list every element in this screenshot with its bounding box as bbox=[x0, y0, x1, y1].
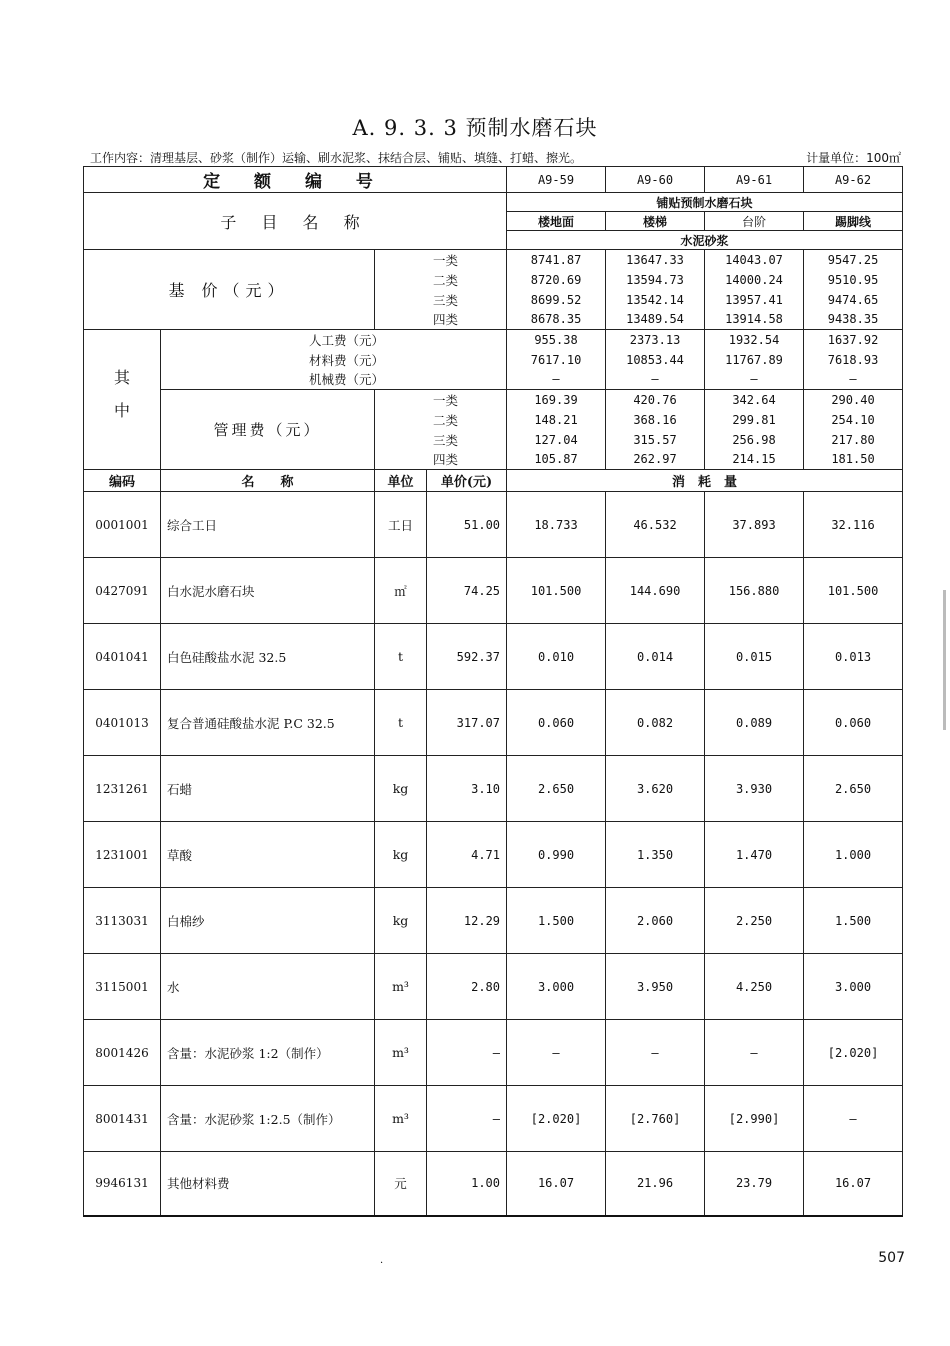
material-name: 草酸 bbox=[161, 822, 375, 888]
column-header-price: 单价(元) bbox=[427, 470, 507, 492]
material-unit-price: 4.71 bbox=[427, 822, 507, 888]
material-quantity: 1.470 bbox=[705, 822, 804, 888]
management-fee-value: 169.39 bbox=[507, 390, 606, 410]
cost-value: 7618.93 bbox=[804, 350, 903, 370]
item-name: 楼地面 bbox=[507, 212, 606, 231]
material-unit-price: 3.10 bbox=[427, 756, 507, 822]
management-fee-value: 315.57 bbox=[606, 430, 705, 450]
material-quantity: – bbox=[507, 1020, 606, 1086]
material-quantity: 16.07 bbox=[804, 1152, 903, 1216]
unit-note: 计量单位：100㎡ bbox=[806, 151, 901, 165]
material-row bbox=[84, 822, 903, 888]
cost-value: 1637.92 bbox=[804, 330, 903, 350]
material-unit: 工日 bbox=[375, 492, 427, 558]
material-quantity: – bbox=[804, 1086, 903, 1152]
grade-label: 一类 bbox=[375, 390, 507, 410]
material-quantity: 1.500 bbox=[804, 888, 903, 954]
material-quantity: 21.96 bbox=[606, 1152, 705, 1216]
base-price-value: 9438.35 bbox=[804, 310, 903, 330]
quota-code: A9-61 bbox=[705, 167, 804, 193]
material-quantity: 2.650 bbox=[804, 756, 903, 822]
quota-table bbox=[83, 166, 903, 1217]
material-row bbox=[84, 1152, 903, 1216]
material-row bbox=[84, 1020, 903, 1086]
management-fee-value: 256.98 bbox=[705, 430, 804, 450]
material-code: 1231001 bbox=[84, 822, 161, 888]
material-quantity: 0.060 bbox=[507, 690, 606, 756]
management-fee-value: 290.40 bbox=[804, 390, 903, 410]
material-quantity: 16.07 bbox=[507, 1152, 606, 1216]
quota-code-label: 定 额 编 号 bbox=[84, 167, 507, 193]
material-rows bbox=[84, 492, 903, 1216]
material-quantity: 3.000 bbox=[804, 954, 903, 1020]
page-title: A. 9. 3. 3 预制水磨石块 bbox=[352, 116, 598, 140]
material-quantity: 0.089 bbox=[705, 690, 804, 756]
cost-value: 2373.13 bbox=[606, 330, 705, 350]
material-row bbox=[84, 690, 903, 756]
grade-label: 一类 bbox=[375, 250, 507, 270]
cost-name: 机械费（元） bbox=[161, 370, 507, 390]
material-row bbox=[84, 954, 903, 1020]
material-unit: kg bbox=[375, 888, 427, 954]
material-quantity: 101.500 bbox=[507, 558, 606, 624]
breakdown-label-bottom: 中 bbox=[84, 390, 161, 470]
material-quantity: 3.930 bbox=[705, 756, 804, 822]
material-quantity: 0.013 bbox=[804, 624, 903, 690]
material-name: 综合工日 bbox=[161, 492, 375, 558]
material-code: 0401041 bbox=[84, 624, 161, 690]
base-price-value: 13542.14 bbox=[606, 290, 705, 310]
material-name: 石蜡 bbox=[161, 756, 375, 822]
cost-value: – bbox=[606, 370, 705, 390]
material-unit: t bbox=[375, 690, 427, 756]
material-unit-price: – bbox=[427, 1086, 507, 1152]
base-price-value: 8741.87 bbox=[507, 250, 606, 270]
base-price-value: 8699.52 bbox=[507, 290, 606, 310]
cost-value: 7617.10 bbox=[507, 350, 606, 370]
material-unit: kg bbox=[375, 822, 427, 888]
material-quantity: [2.760] bbox=[606, 1086, 705, 1152]
material-unit-price: 592.37 bbox=[427, 624, 507, 690]
management-fee-value: 217.80 bbox=[804, 430, 903, 450]
material-row bbox=[84, 756, 903, 822]
material-unit-price: 74.25 bbox=[427, 558, 507, 624]
breakdown-label-top: 其 bbox=[84, 330, 161, 390]
material-unit: 元 bbox=[375, 1152, 427, 1216]
management-fee-value: 299.81 bbox=[705, 410, 804, 430]
material-quantity: 0.990 bbox=[507, 822, 606, 888]
material-row bbox=[84, 558, 903, 624]
material-quantity: 2.250 bbox=[705, 888, 804, 954]
material-unit-price: 2.80 bbox=[427, 954, 507, 1020]
management-fee-value: 342.64 bbox=[705, 390, 804, 410]
material-quantity: 2.060 bbox=[606, 888, 705, 954]
material-quantity: 101.500 bbox=[804, 558, 903, 624]
material-unit-price: 51.00 bbox=[427, 492, 507, 558]
cost-value: 10853.44 bbox=[606, 350, 705, 370]
cost-name: 人工费（元） bbox=[161, 330, 507, 350]
material-quantity: [2.020] bbox=[804, 1020, 903, 1086]
cost-value: 955.38 bbox=[507, 330, 606, 350]
management-fee-value: 127.04 bbox=[507, 430, 606, 450]
quota-code: A9-62 bbox=[804, 167, 903, 193]
material-code: 3115001 bbox=[84, 954, 161, 1020]
management-fee-value: 148.21 bbox=[507, 410, 606, 430]
material-quantity: 3.000 bbox=[507, 954, 606, 1020]
material-unit: m³ bbox=[375, 1086, 427, 1152]
base-price-value: 9474.65 bbox=[804, 290, 903, 310]
grade-label: 二类 bbox=[375, 270, 507, 290]
grade-label: 二类 bbox=[375, 410, 507, 430]
group-label: 铺贴预制水磨石块 bbox=[507, 193, 903, 212]
column-header-unit: 单位 bbox=[375, 470, 427, 492]
material-row bbox=[84, 1086, 903, 1152]
material-name: 白棉纱 bbox=[161, 888, 375, 954]
material-code: 8001431 bbox=[84, 1086, 161, 1152]
work-content: 工作内容：清理基层、砂浆（制作）运输、刷水泥浆、抹结合层、铺贴、填缝、打蜡、擦光。 bbox=[90, 151, 583, 165]
base-price-value: 14043.07 bbox=[705, 250, 804, 270]
grade-label: 四类 bbox=[375, 310, 507, 330]
material-name: 含量：水泥砂浆 1:2（制作） bbox=[161, 1020, 375, 1086]
scan-dot: · bbox=[380, 1258, 384, 1269]
material-unit: t bbox=[375, 624, 427, 690]
material-unit: ㎡ bbox=[375, 558, 427, 624]
material-quantity: – bbox=[606, 1020, 705, 1086]
quota-code: A9-59 bbox=[507, 167, 606, 193]
management-fee-value: 105.87 bbox=[507, 450, 606, 470]
base-price-value: 8678.35 bbox=[507, 310, 606, 330]
material-name: 白水泥水磨石块 bbox=[161, 558, 375, 624]
material-unit-price: – bbox=[427, 1020, 507, 1086]
management-fee-value: 420.76 bbox=[606, 390, 705, 410]
quota-code: A9-60 bbox=[606, 167, 705, 193]
material-quantity: 46.532 bbox=[606, 492, 705, 558]
material-code: 0401013 bbox=[84, 690, 161, 756]
page-number: 507 bbox=[878, 1250, 905, 1266]
item-name: 台阶 bbox=[705, 212, 804, 231]
material-quantity: 4.250 bbox=[705, 954, 804, 1020]
grade-label: 三类 bbox=[375, 430, 507, 450]
cost-name: 材料费（元） bbox=[161, 350, 507, 370]
base-price-value: 13914.58 bbox=[705, 310, 804, 330]
management-fee-value: 214.15 bbox=[705, 450, 804, 470]
material-quantity: 0.015 bbox=[705, 624, 804, 690]
management-fee-value: 181.50 bbox=[804, 450, 903, 470]
material-quantity: – bbox=[705, 1020, 804, 1086]
cost-value: – bbox=[705, 370, 804, 390]
material-quantity: 37.893 bbox=[705, 492, 804, 558]
material-quantity: [2.990] bbox=[705, 1086, 804, 1152]
base-price-value: 9510.95 bbox=[804, 270, 903, 290]
base-price-value: 13647.33 bbox=[606, 250, 705, 270]
item-name: 踢脚线 bbox=[804, 212, 903, 231]
material-name: 其他材料费 bbox=[161, 1152, 375, 1216]
material-row bbox=[84, 492, 903, 558]
material-unit-price: 12.29 bbox=[427, 888, 507, 954]
material-quantity: 3.620 bbox=[606, 756, 705, 822]
material-code: 9946131 bbox=[84, 1152, 161, 1216]
management-fee-value: 262.97 bbox=[606, 450, 705, 470]
grade-label: 三类 bbox=[375, 290, 507, 310]
item-name: 楼梯 bbox=[606, 212, 705, 231]
material-quantity: 144.690 bbox=[606, 558, 705, 624]
grade-label: 四类 bbox=[375, 450, 507, 470]
base-price-value: 14000.24 bbox=[705, 270, 804, 290]
column-header-code: 编码 bbox=[84, 470, 161, 492]
base-price-value: 13489.54 bbox=[606, 310, 705, 330]
material-code: 0427091 bbox=[84, 558, 161, 624]
material-quantity: 2.650 bbox=[507, 756, 606, 822]
material-quantity: 18.733 bbox=[507, 492, 606, 558]
management-fee-value: 254.10 bbox=[804, 410, 903, 430]
base-price-label: 基 价（元） bbox=[84, 250, 375, 330]
material-unit: kg bbox=[375, 756, 427, 822]
material-code: 0001001 bbox=[84, 492, 161, 558]
management-fee-label: 管理费（元） bbox=[161, 390, 375, 470]
material-code: 8001426 bbox=[84, 1020, 161, 1086]
material-quantity: 0.010 bbox=[507, 624, 606, 690]
item-name-label: 子 目 名 称 bbox=[84, 193, 507, 250]
material-quantity: 0.014 bbox=[606, 624, 705, 690]
material-unit-price: 1.00 bbox=[427, 1152, 507, 1216]
mortar-label: 水泥砂浆 bbox=[507, 231, 903, 250]
base-price-value: 9547.25 bbox=[804, 250, 903, 270]
material-unit: m³ bbox=[375, 1020, 427, 1086]
material-name: 水 bbox=[161, 954, 375, 1020]
material-name: 复合普通硅酸盐水泥 P.C 32.5 bbox=[161, 690, 375, 756]
management-fee-value: 368.16 bbox=[606, 410, 705, 430]
material-row bbox=[84, 888, 903, 954]
material-unit: m³ bbox=[375, 954, 427, 1020]
column-header-name: 名 称 bbox=[161, 470, 375, 492]
column-header-consumption: 消 耗 量 bbox=[507, 470, 903, 492]
material-quantity: 1.000 bbox=[804, 822, 903, 888]
material-quantity: 0.060 bbox=[804, 690, 903, 756]
material-name: 白色硅酸盐水泥 32.5 bbox=[161, 624, 375, 690]
material-quantity: 1.350 bbox=[606, 822, 705, 888]
material-name: 含量：水泥砂浆 1:2.5（制作） bbox=[161, 1086, 375, 1152]
material-quantity: 1.500 bbox=[507, 888, 606, 954]
material-unit-price: 317.07 bbox=[427, 690, 507, 756]
material-quantity: [2.020] bbox=[507, 1086, 606, 1152]
cost-value: – bbox=[507, 370, 606, 390]
cost-value: 1932.54 bbox=[705, 330, 804, 350]
material-quantity: 156.880 bbox=[705, 558, 804, 624]
base-price-value: 8720.69 bbox=[507, 270, 606, 290]
cost-value: 11767.89 bbox=[705, 350, 804, 370]
cost-value: – bbox=[804, 370, 903, 390]
material-quantity: 23.79 bbox=[705, 1152, 804, 1216]
base-price-value: 13594.73 bbox=[606, 270, 705, 290]
material-quantity: 0.082 bbox=[606, 690, 705, 756]
material-code: 3113031 bbox=[84, 888, 161, 954]
scan-margin-mark bbox=[943, 590, 946, 730]
base-price-value: 13957.41 bbox=[705, 290, 804, 310]
material-row bbox=[84, 624, 903, 690]
material-quantity: 32.116 bbox=[804, 492, 903, 558]
material-quantity: 3.950 bbox=[606, 954, 705, 1020]
material-code: 1231261 bbox=[84, 756, 161, 822]
